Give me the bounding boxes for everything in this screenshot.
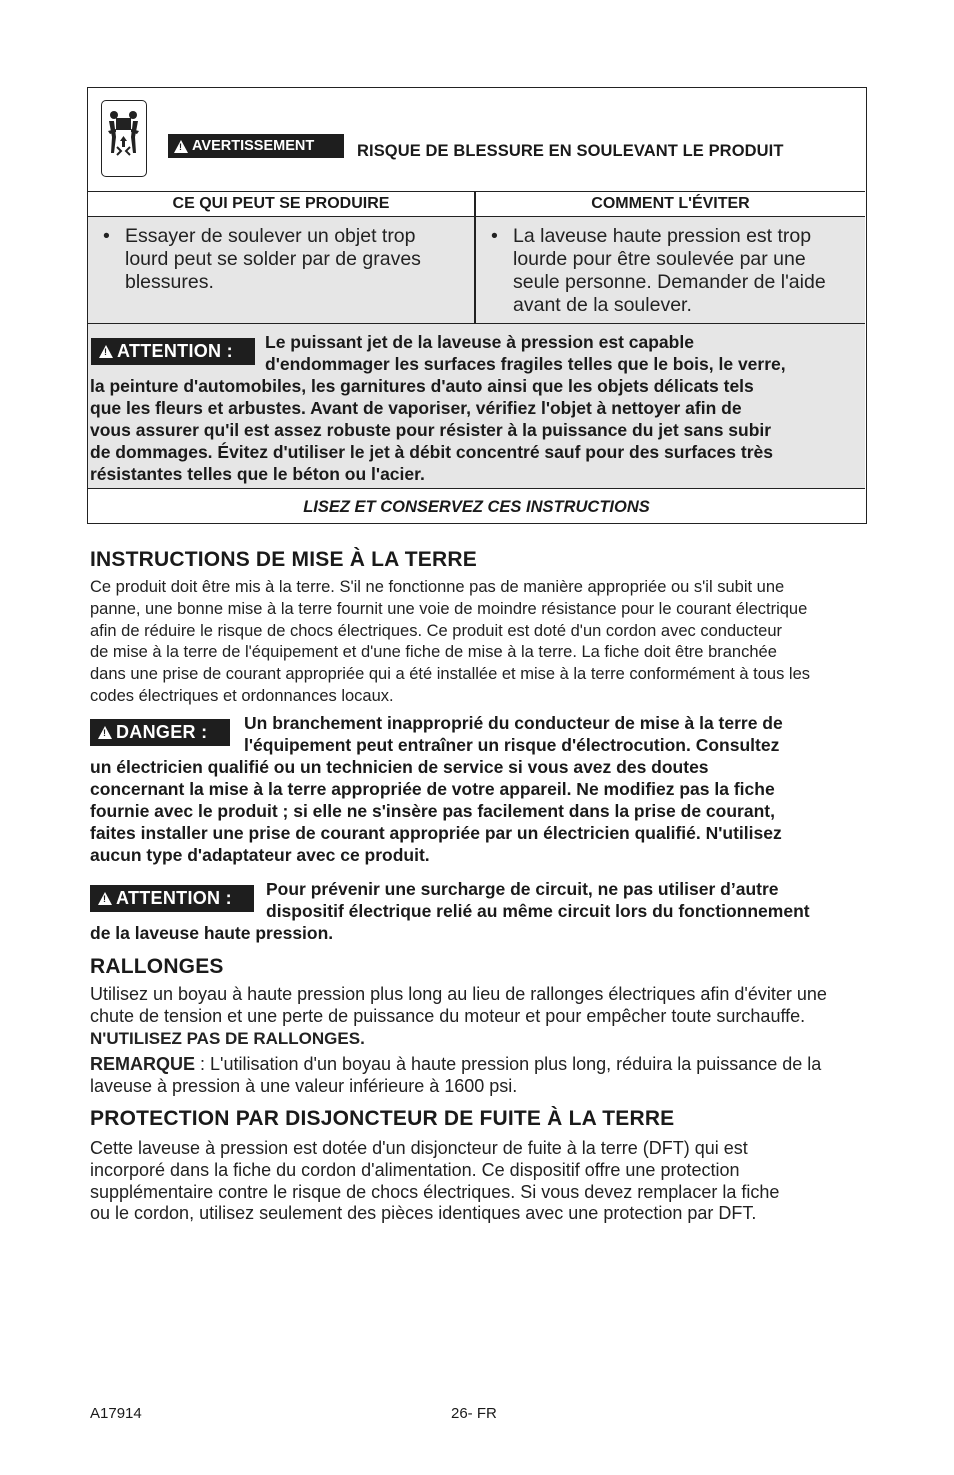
grounding-paragraph <box>90 577 810 708</box>
column-divider <box>474 217 476 323</box>
warning-title: RISQUE DE BLESSURE EN SOULEVANT LE PRODUIT <box>357 142 784 160</box>
document-id: A17914 <box>90 1405 142 1422</box>
prevention-line: avant de la soulever. <box>513 294 692 316</box>
prevention-line: lourde pour être soulevée par une <box>513 248 806 270</box>
page-number: 26- FR <box>451 1405 497 1422</box>
attention-line: vous assurer qu'il est assez robuste pour résister à la puissance du jet sans subir <box>90 420 772 440</box>
hazard-line: blessures. <box>125 271 214 293</box>
attention-line: Pour prévenir une surcharge de circuit, ne pas utiliser d’autre <box>266 879 779 899</box>
remark-text: laveuse à pression à une valeur inférieure à 1600 psi. <box>90 1075 518 1096</box>
attention-section <box>88 324 865 489</box>
attention-line: dispositif électrique relié au même circuit lors du fonctionnement <box>266 901 810 921</box>
warning-box <box>87 87 867 524</box>
danger-line: concernant la mise à la terre appropriée de votre appareil. Ne modifiez pas la fiche <box>90 779 775 799</box>
gfci-paragraph <box>90 1138 779 1225</box>
attention-badge <box>91 338 255 365</box>
bullet: • <box>103 225 110 247</box>
extension-cords-paragraph <box>90 984 827 1049</box>
hazard-line: Essayer de soulever un objet trop <box>125 225 416 247</box>
remark-label: REMARQUE <box>90 1054 196 1074</box>
attention-line: la peinture d'automobiles, les garnitures d'auto ainsi que les objets délicats tels <box>90 376 754 396</box>
warning-badge <box>168 134 344 158</box>
attention-line: de la laveuse haute pression. <box>90 923 334 943</box>
paragraph-line: de mise à la terre de l'équipement et d'une fiche de mise à la terre. La fiche doit être branchée <box>90 643 777 662</box>
danger-line: l'équipement peut entraîner un risque d'électrocution. Consultez <box>244 735 780 755</box>
warning-triangle-icon <box>174 140 188 153</box>
warning-header <box>88 88 865 191</box>
paragraph-line: codes électriques et ordonnances locaux. <box>90 686 394 705</box>
extension-cords-heading: RALLONGES <box>90 955 224 978</box>
paragraph-line: ou le cordon, utilisez seulement des pièces identiques avec une protection par DFT. <box>90 1203 757 1224</box>
danger-line: un électricien qualifié ou un technicien de service si vous avez des doutes <box>90 757 709 777</box>
no-extension-cords-note: N'UTILISEZ PAS DE RALLONGES. <box>90 1028 365 1048</box>
warning-triangle-icon <box>98 892 112 905</box>
attention-badge <box>90 885 254 912</box>
paragraph-line: Cette laveuse à pression est dotée d'un disjoncteur de fuite à la terre (DFT) qui est <box>90 1138 748 1158</box>
heavy-lift-icon <box>101 100 147 177</box>
danger-badge-label: DANGER : <box>116 722 208 742</box>
attention-badge-label: ATTENTION : <box>116 888 232 908</box>
prevention-line: seule personne. Demander de l'aide <box>513 271 826 293</box>
paragraph-line: chute de tension et une perte de puissance du moteur et pour empêcher toute surchauffe. <box>90 1005 806 1026</box>
table-body-row <box>88 217 865 324</box>
remark-paragraph <box>90 1054 821 1098</box>
paragraph-line: dans une prise de courant appropriée qui a été installée et mise à la terre conformément à tous les <box>90 665 810 684</box>
column-header-what-can-happen: CE QUI PEUT SE PRODUIRE <box>172 195 390 212</box>
paragraph-line: afin de réduire le risque de chocs électriques. Ce produit est doté d'un cordon avec conducteur <box>90 621 782 640</box>
warning-badge-label: AVERTISSEMENT <box>192 138 315 154</box>
read-and-keep-note: LISEZ ET CONSERVEZ CES INSTRUCTIONS <box>303 498 650 516</box>
column-header-how-to-avoid: COMMENT L'ÉVITER <box>591 195 750 212</box>
attention-line: que les fleurs et arbustes. Avant de vaporiser, vérifiez l'objet à nettoyer afin de <box>90 398 742 418</box>
hazard-line: lourd peut se solder par de graves <box>125 248 421 270</box>
table-header-row <box>88 191 865 217</box>
danger-line: aucun type d'adaptateur avec ce produit. <box>90 845 430 865</box>
gfci-heading: PROTECTION PAR DISJONCTEUR DE FUITE À LA TERRE <box>90 1107 675 1130</box>
attention-badge-label: ATTENTION : <box>117 341 233 361</box>
paragraph-line: incorporé dans la fiche du cordon d'alimentation. Ce dispositif offre une protection <box>90 1159 740 1180</box>
remark-text: : L'utilisation d'un boyau à haute pression plus long, réduira la puissance de la <box>195 1054 822 1074</box>
danger-line: Un branchement inapproprié du conducteur de mise à la terre de <box>244 713 783 733</box>
paragraph-line: Utilisez un boyau à haute pression plus long au lieu de rallonges électriques afin d'éviter une <box>90 984 827 1004</box>
danger-badge <box>90 719 230 746</box>
paragraph-line: Ce produit doit être mis à la terre. S'il ne fonctionne pas de manière appropriée ou s'il subit une <box>90 578 785 596</box>
attention-line: résistantes telles que le béton ou l'acier. <box>90 464 425 484</box>
grounding-heading: INSTRUCTIONS DE MISE À LA TERRE <box>90 548 477 571</box>
attention-line: de dommages. Évitez d'utiliser le jet à débit concentré sauf pour des surfaces très <box>90 442 773 462</box>
bullet: • <box>491 225 498 247</box>
danger-line: fournie avec le produit ; si elle ne s'insère pas facilement dans la prise de courant, <box>90 801 775 821</box>
paragraph-line: supplémentaire contre le risque de chocs électriques. Si vous devez remplacer la fiche <box>90 1181 780 1202</box>
attention-line: Le puissant jet de la laveuse à pression est capable <box>265 332 694 352</box>
paragraph-line: panne, une bonne mise à la terre fournit une voie de moindre résistance pour le courant électrique <box>90 599 808 618</box>
warning-triangle-icon <box>99 345 113 358</box>
attention-line: d'endommager les surfaces fragiles telles que le bois, le verre, <box>265 354 786 374</box>
warning-triangle-icon <box>98 726 112 739</box>
danger-line: faites installer une prise de courant appropriée par un électricien qualifié. N'utilisez <box>90 823 782 843</box>
prevention-line: La laveuse haute pression est trop <box>513 225 812 247</box>
